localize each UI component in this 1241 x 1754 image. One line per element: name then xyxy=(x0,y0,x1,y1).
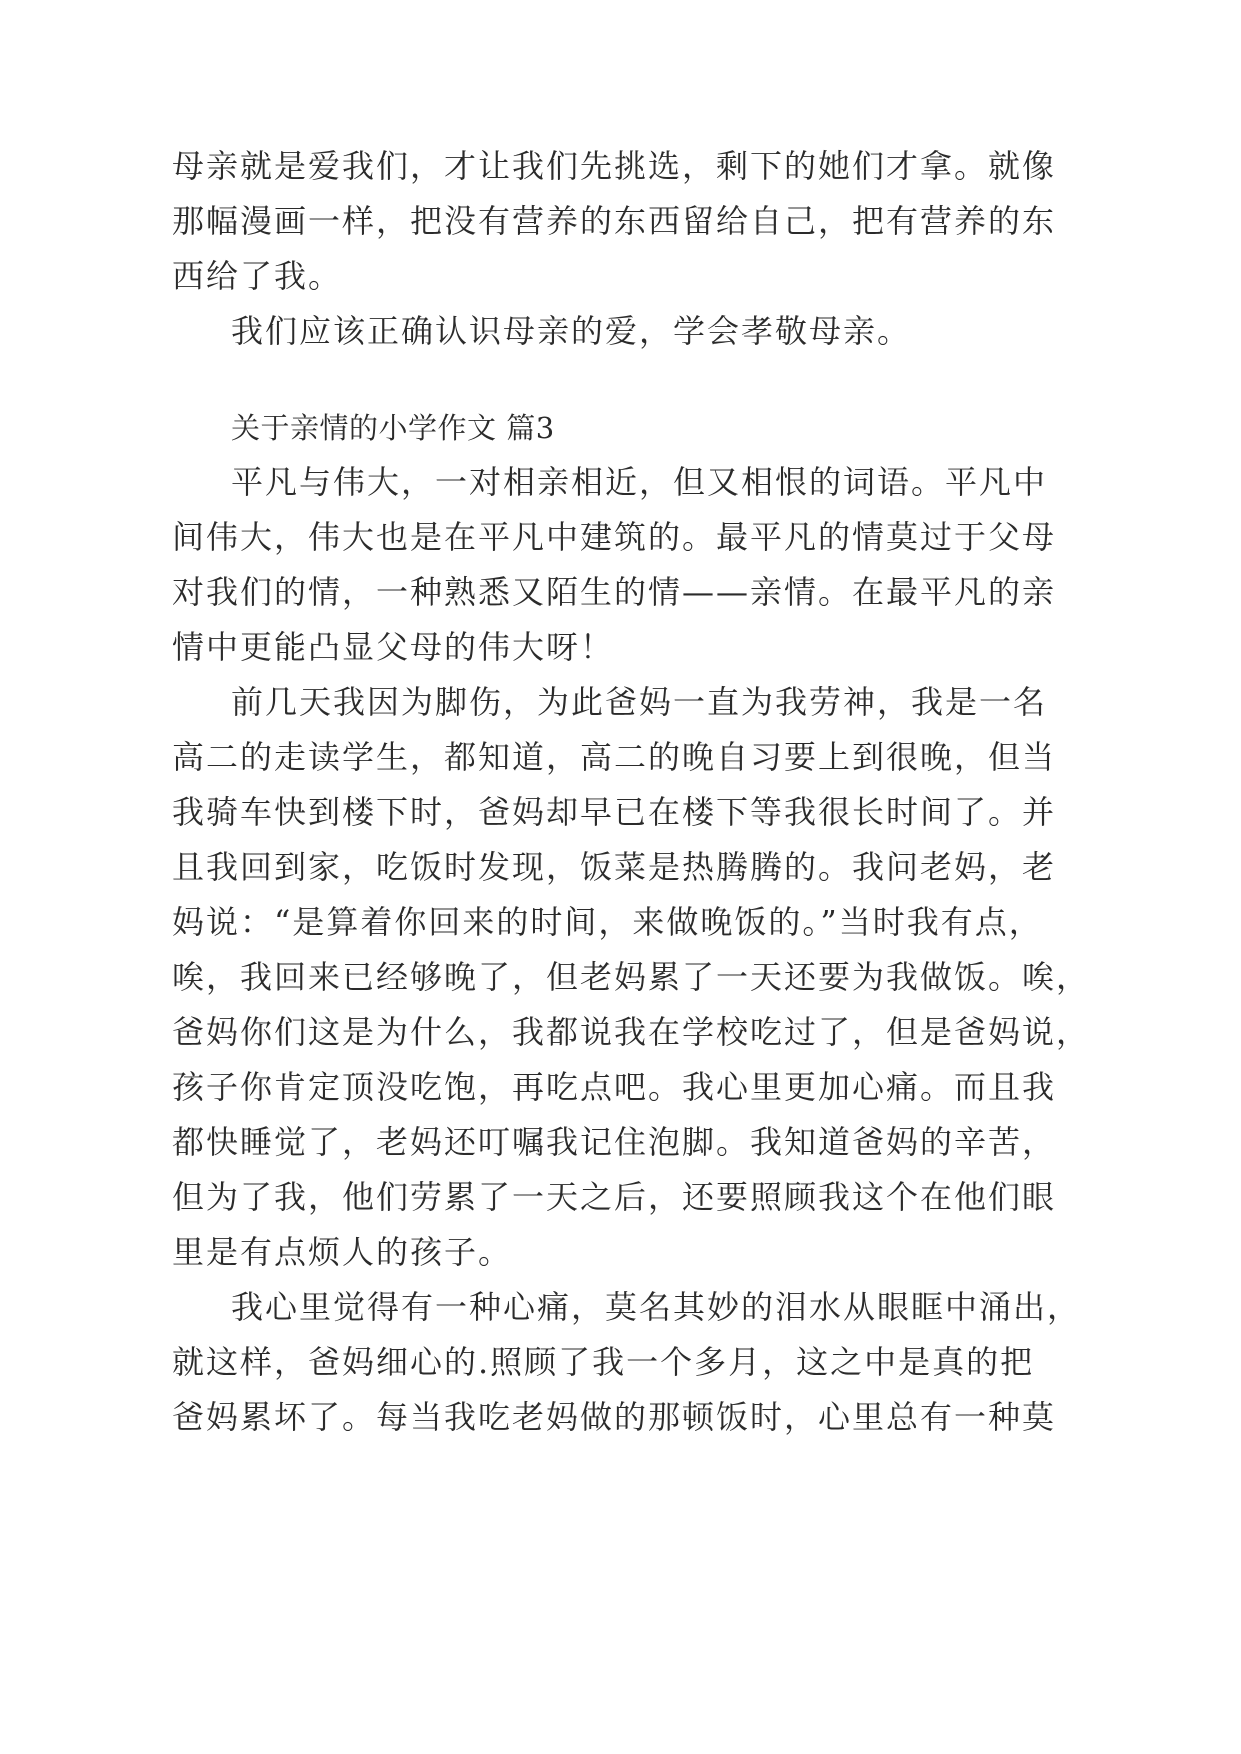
paragraph-line: 就这样，爸妈细心的.照顾了我一个多月，这之中是真的把 xyxy=(172,1343,1035,1381)
section-heading: 关于亲情的小学作文 篇3 xyxy=(231,411,555,445)
paragraph-line: 那幅漫画一样，把没有营养的东西留给自己，把有营养的东 xyxy=(172,202,1057,240)
paragraph-line: 爸妈你们这是为什么，我都说我在学校吃过了，但是爸妈说， xyxy=(172,1013,1091,1051)
paragraph-line: 西给了我。 xyxy=(172,257,343,295)
paragraph-line: 我骑车快到楼下时，爸妈却早已在楼下等我很长时间了。并 xyxy=(172,793,1057,831)
paragraph-line: 都快睡觉了，老妈还叮嘱我记住泡脚。我知道爸妈的辛苦， xyxy=(172,1123,1057,1161)
paragraph-line: 母亲就是爱我们，才让我们先挑选，剩下的她们才拿。就像 xyxy=(172,147,1057,185)
paragraph-line: 平凡与伟大，一对相亲相近，但又相恨的词语。平凡中 xyxy=(231,463,1048,501)
paragraph-line: 前几天我因为脚伤，为此爸妈一直为我劳神，我是一名 xyxy=(231,683,1048,721)
paragraph-line: 我心里觉得有一种心痛，莫名其妙的泪水从眼眶中涌出， xyxy=(231,1288,1082,1326)
paragraph-line: 间伟大，伟大也是在平凡中建筑的。最平凡的情莫过于父母 xyxy=(172,518,1057,556)
paragraph-line: 我们应该正确认识母亲的爱，学会孝敬母亲。 xyxy=(231,312,912,350)
paragraph-line: 情中更能凸显父母的伟大呀！ xyxy=(172,628,615,666)
paragraph-line: 但为了我，他们劳累了一天之后，还要照顾我这个在他们眼 xyxy=(172,1178,1057,1216)
paragraph-line: 里是有点烦人的孩子。 xyxy=(172,1233,513,1271)
paragraph-line: 孩子你肯定顶没吃饱，再吃点吧。我心里更加心痛。而且我 xyxy=(172,1068,1057,1106)
paragraph-line: 妈说：“是算着你回来的时间，来做晚饭的。”当时我有点， xyxy=(172,903,1043,941)
paragraph-line: 爸妈累坏了。每当我吃老妈做的那顿饭时，心里总有一种莫 xyxy=(172,1398,1057,1436)
paragraph-line: 对我们的情，一种熟悉又陌生的情——亲情。在最平凡的亲 xyxy=(172,573,1057,611)
paragraph-line: 且我回到家，吃饭时发现，饭菜是热腾腾的。我问老妈，老 xyxy=(172,848,1057,886)
paragraph-line: 唉，我回来已经够晚了，但老妈累了一天还要为我做饭。唉， xyxy=(172,958,1091,996)
paragraph-line: 高二的走读学生，都知道，高二的晚自习要上到很晚，但当 xyxy=(172,738,1057,776)
